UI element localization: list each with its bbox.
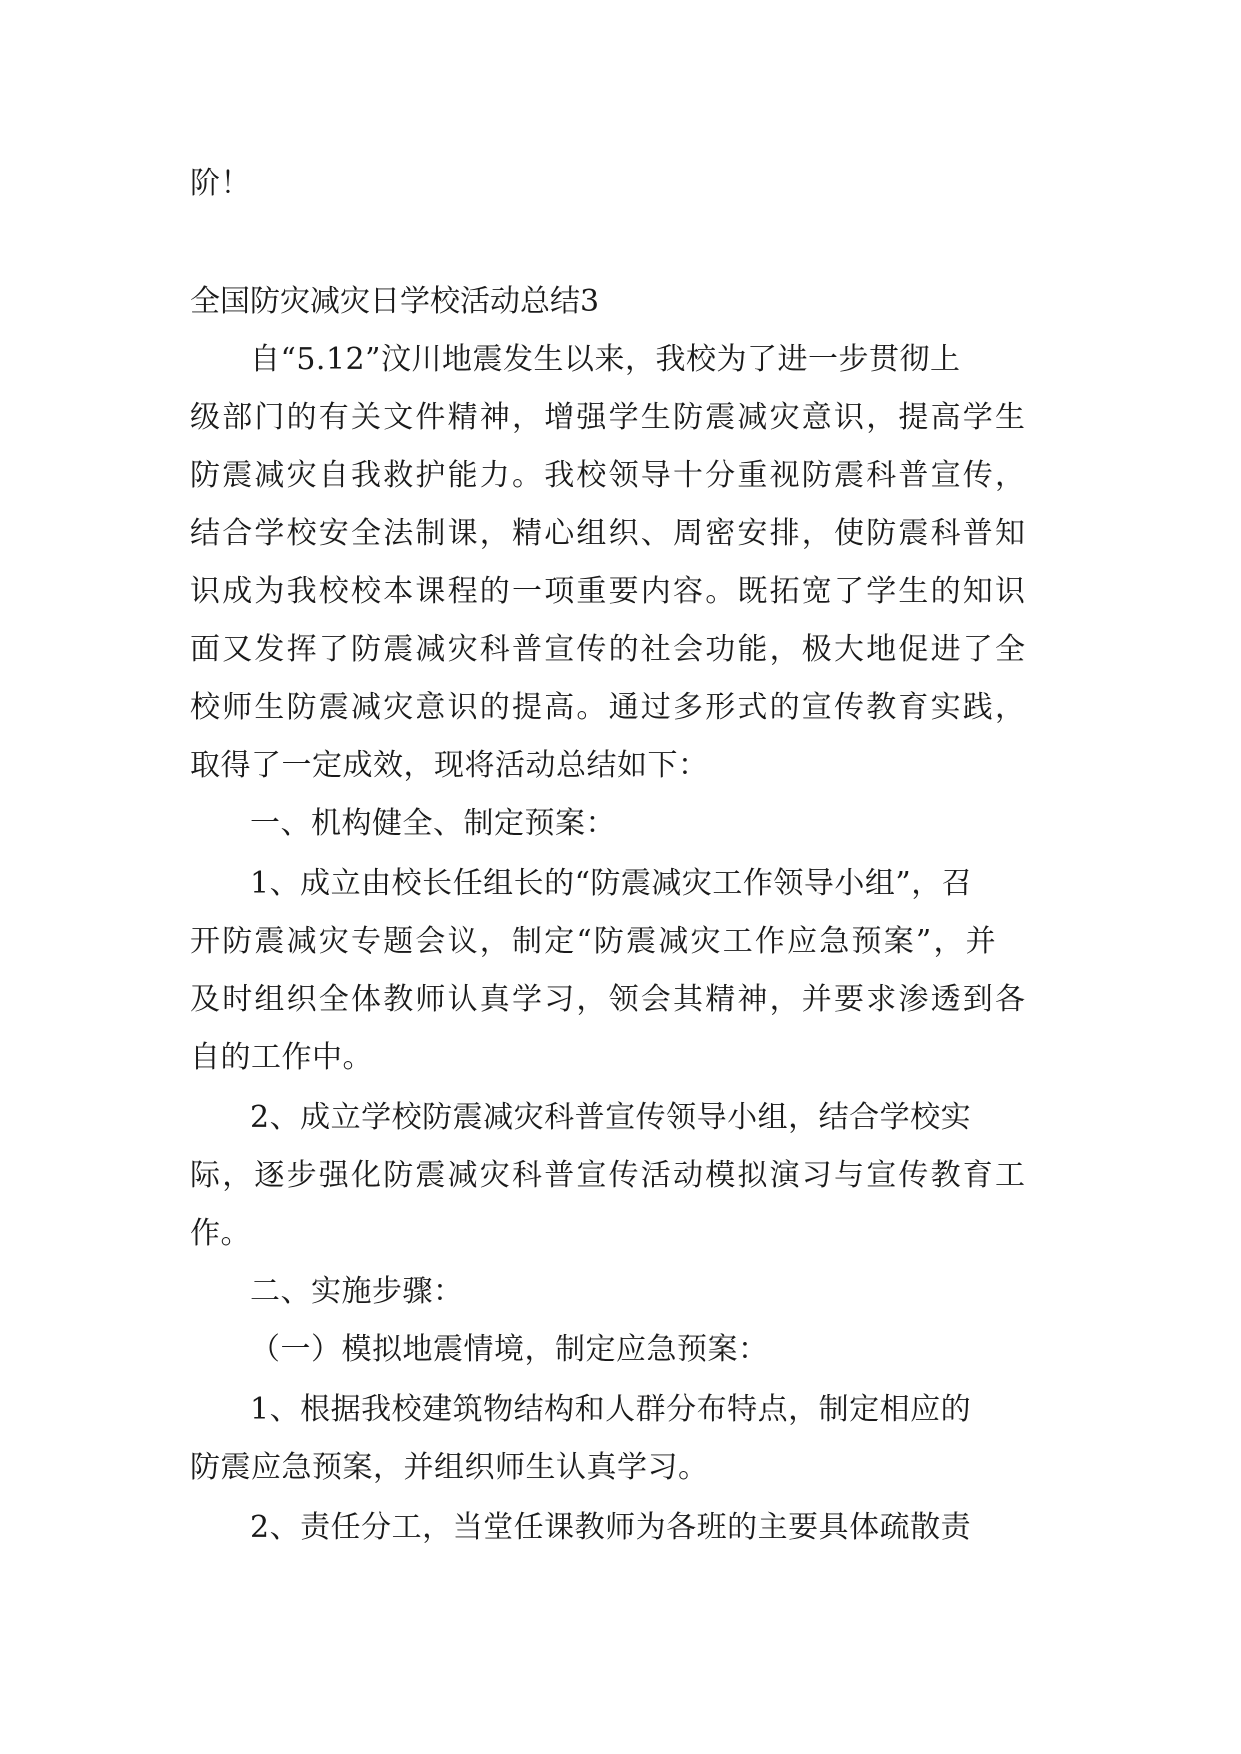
- paragraph-line: 防震减灾自我救护能力。我校领导十分重视防震科普宣传，: [190, 458, 1028, 493]
- paragraph-line: 作。: [190, 1216, 251, 1251]
- paragraph-line: 及时组织全体教师认真学习，领会其精神，并要求渗透到各: [190, 982, 1028, 1017]
- heading-line: 一、机构健全、制定预案：: [250, 806, 616, 841]
- paragraph-line: 面又发挥了防震减灾科普宣传的社会功能，极大地促进了全: [190, 632, 1028, 667]
- paragraph-line: 自的工作中。: [190, 1040, 373, 1075]
- paragraph-line: 自“5.12”汶川地震发生以来，我校为了进一步贯彻上: [250, 342, 961, 377]
- paragraph-line: 防震应急预案，并组织师生认真学习。: [190, 1450, 709, 1485]
- heading-line: 二、实施步骤：: [250, 1274, 464, 1309]
- paragraph-line: 开防震减灾专题会议，制定“防震减灾工作应急预案”，并: [190, 924, 998, 959]
- paragraph-line: 结合学校安全法制课，精心组织、周密安排，使防震科普知: [190, 516, 1028, 551]
- paragraph-line: 2、责任分工，当堂任课教师为各班的主要具体疏散责: [250, 1510, 972, 1545]
- paragraph-line: 2、成立学校防震减灾科普宣传领导小组，结合学校实: [250, 1100, 972, 1135]
- paragraph-line: 1、成立由校长任组长的“防震减灾工作领导小组”，召: [250, 866, 973, 901]
- paragraph-line: 际，逐步强化防震减灾科普宣传活动模拟演习与宣传教育工: [190, 1158, 1028, 1193]
- subheading-line: （一）模拟地震情境，制定应急预案：: [250, 1332, 769, 1367]
- continuation-line: 阶！: [190, 166, 251, 201]
- section-title: 全国防灾减灾日学校活动总结3: [190, 284, 600, 319]
- paragraph-line: 取得了一定成效，现将活动总结如下：: [190, 748, 709, 783]
- paragraph-line: 级部门的有关文件精神，增强学生防震减灾意识，提高学生: [190, 400, 1028, 435]
- paragraph-line: 1、根据我校建筑物结构和人群分布特点，制定相应的: [250, 1392, 972, 1427]
- paragraph-line: 校师生防震减灾意识的提高。通过多形式的宣传教育实践，: [190, 690, 1028, 725]
- paragraph-line: 识成为我校校本课程的一项重要内容。既拓宽了学生的知识: [190, 574, 1028, 609]
